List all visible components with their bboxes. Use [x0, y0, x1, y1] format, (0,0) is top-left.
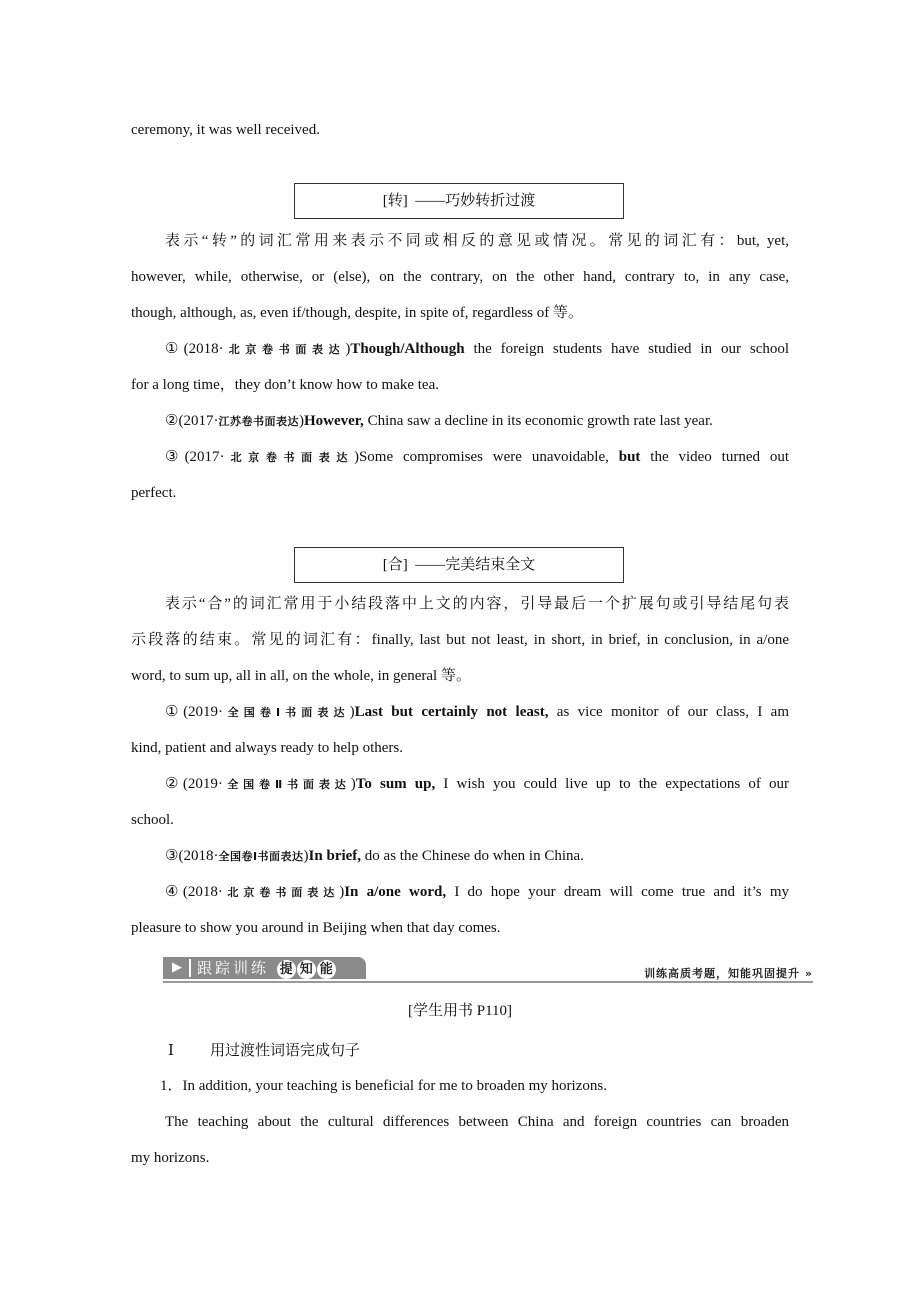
title-dash: —— — [415, 193, 446, 209]
exercise-answer-continuation: my horizons. — [131, 1150, 210, 1166]
intro-line: 表示“转”的词汇常用来表示不同或相反的意见或情况。常见的词汇有：but, yet, — [165, 233, 789, 249]
banner-divider — [189, 959, 191, 977]
source-label: 北京卷书面表达 — [223, 343, 346, 356]
title-tag: [转] — [382, 193, 408, 209]
example-item: ②(2019·全国卷Ⅱ书面表达)To sum up, I wish you could live up to the expectations of our — [165, 776, 789, 792]
exercise-heading — [168, 1040, 360, 1061]
section-title-zhuan — [294, 183, 624, 219]
intro-line: however, while, otherwise, or (else), on the contrary, on the other hand, contrary to, in any case, — [131, 269, 789, 285]
title-dash: —— — [415, 557, 446, 573]
title-text: 巧妙转折过渡 — [445, 191, 536, 209]
example-continuation: perfect. — [131, 485, 177, 501]
example-item: ②(2017·江苏卷书面表达)However, China saw a decline in its economic growth rate last year. — [165, 413, 713, 429]
example-continuation: kind, patient and always ready to help others. — [131, 740, 404, 756]
play-arrow-icon: ▶ — [172, 960, 182, 975]
source-label: 全国卷Ⅱ书面表达 — [222, 778, 351, 791]
title-tag: [合] — [382, 557, 408, 573]
source-label: 江苏卷书面表达 — [218, 415, 299, 428]
banner-tagline: 训练高质考题，知能巩固提升 » — [644, 967, 813, 980]
intro-line: though, although, as, even if/though, despite, in spite of, regardless of 等。 — [131, 305, 583, 321]
circled-char: 知 — [297, 960, 316, 979]
banner-rule — [163, 981, 813, 983]
intro-line: word, to sum up, all in all, on the whole, in general 等。 — [131, 668, 471, 684]
example-item: ③(2017·北京卷书面表达)Some compromises were unavoidable, but the video turned out — [165, 449, 789, 465]
example-item: ①(2018·北京卷书面表达)Though/Although the foreign students have studied in our school — [165, 341, 790, 357]
book-reference: [学生用书 P110] — [407, 1003, 513, 1019]
example-continuation: pleasure to show you around in Beijing when that day comes. — [131, 920, 501, 936]
section-title-he — [294, 547, 624, 583]
intro-line: 示段落的结束。常见的词汇有：finally, last but not least, in short, in brief, in conclusion, in a/one — [131, 632, 789, 648]
example-item: ③(2018·全国卷Ⅰ书面表达)In brief, do as the Chinese do when in China. — [165, 848, 584, 864]
part-title: 用过渡性词语完成句子 — [210, 1041, 361, 1059]
source-label: 北京卷书面表达 — [224, 451, 354, 464]
example-continuation: school. — [131, 812, 174, 828]
source-label: 全国卷Ⅰ书面表达 — [218, 850, 304, 863]
source-label: 北京卷书面表达 — [222, 886, 340, 899]
circled-char: 能 — [317, 960, 336, 979]
banner-label: 跟踪训练 提 知 能 — [197, 957, 337, 979]
example-item: ①(2019·全国卷Ⅰ书面表达)Last but certainly not least, as vice monitor of our class, I am — [165, 704, 789, 720]
intro-line: 表示“合”的词汇常用于小结段落中上文的内容，引导最后一个扩展句或引导结尾句表 — [165, 596, 789, 612]
example-item: ④(2018·北京卷书面表达)In a/one word, I do hope your dream will come true and it’s my — [165, 884, 789, 900]
source-label: 全国卷Ⅰ书面表达 — [223, 706, 350, 719]
training-banner — [163, 957, 366, 979]
continuation-text: ceremony, it was well received. — [131, 122, 320, 138]
exercise-item: 1．In addition, your teaching is beneficial for me to broaden my horizons. — [160, 1078, 607, 1094]
circled-char: 提 — [277, 960, 296, 979]
exercise-answer: The teaching about the cultural differences between China and foreign countries can broaden — [165, 1114, 789, 1130]
part-number: Ⅰ — [168, 1043, 174, 1059]
example-continuation: for a long time，they don’t know how to make tea. — [131, 377, 439, 393]
title-text: 完美结束全文 — [445, 555, 536, 573]
